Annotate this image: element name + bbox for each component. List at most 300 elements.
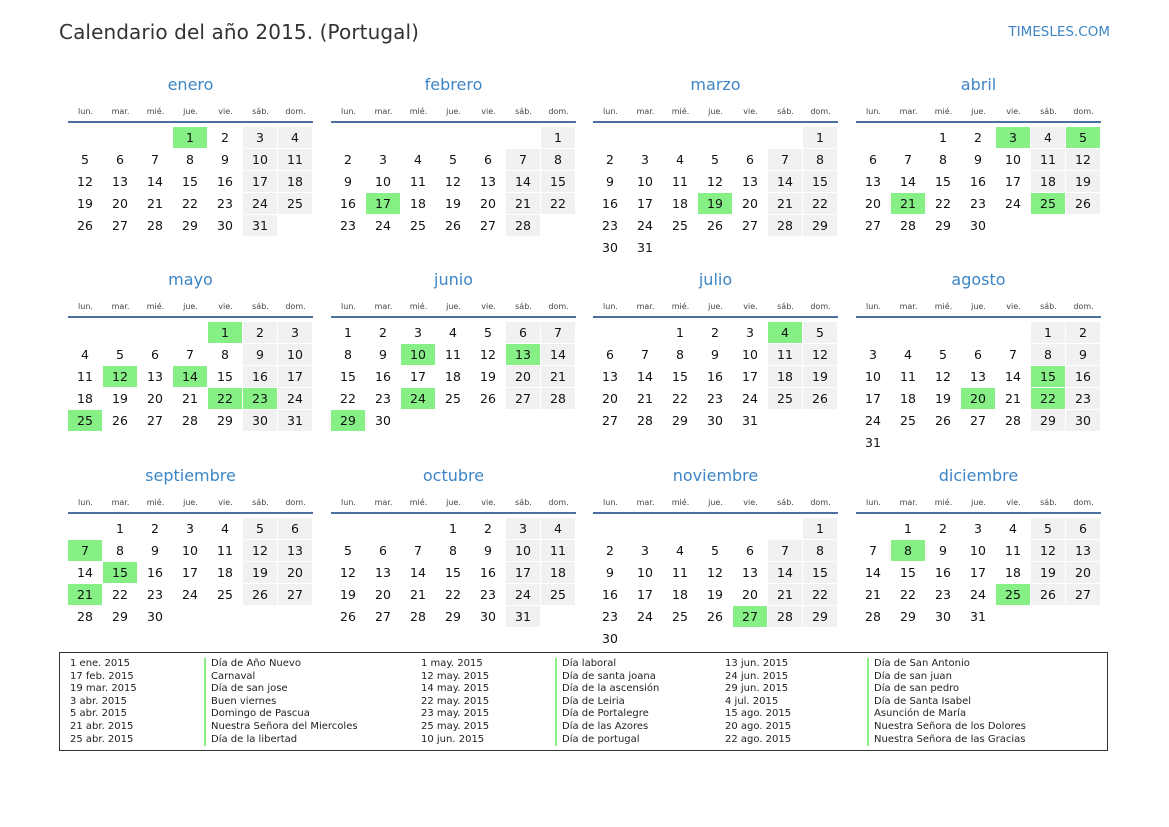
calendar-day: 14 bbox=[506, 171, 540, 192]
calendar-day: 18 bbox=[445, 369, 461, 384]
weekday-label: sáb. bbox=[777, 301, 794, 311]
weekday-label: lun. bbox=[603, 301, 618, 311]
calendar-day: 29 bbox=[217, 413, 233, 428]
weekday-label: mar. bbox=[636, 497, 655, 507]
calendar-day: 17 bbox=[637, 196, 653, 211]
calendar-day: 5 bbox=[939, 347, 947, 362]
holiday-date: 22 may. 2015 bbox=[421, 695, 490, 707]
calendar-day: 15 bbox=[803, 171, 837, 192]
weekday-label: sáb. bbox=[1040, 497, 1057, 507]
weekday-label: lun. bbox=[78, 106, 93, 116]
calendar-day: 1 bbox=[803, 127, 837, 148]
calendar-day: 28 bbox=[541, 388, 575, 409]
weekday-label: mar. bbox=[374, 106, 393, 116]
holiday-day: 27 bbox=[733, 606, 767, 627]
holiday-day: 25 bbox=[1031, 193, 1065, 214]
weekday-label: vie. bbox=[1006, 497, 1021, 507]
calendar-day: 18 bbox=[541, 562, 575, 583]
month-name: enero bbox=[167, 75, 214, 94]
calendar-day: 19 bbox=[935, 391, 951, 406]
calendar-day: 9 bbox=[1066, 344, 1100, 365]
calendar-day: 23 bbox=[340, 218, 356, 233]
calendar-day: 8 bbox=[116, 543, 124, 558]
month-diciembre bbox=[856, 465, 1101, 651]
calendar-day: 28 bbox=[147, 218, 163, 233]
calendar-day: 4 bbox=[278, 127, 312, 148]
calendar-day: 31 bbox=[637, 240, 653, 255]
calendar-day: 14 bbox=[541, 344, 575, 365]
weekday-label: dom. bbox=[548, 497, 569, 507]
calendar-day: 9 bbox=[974, 152, 982, 167]
calendar-day: 6 bbox=[116, 152, 124, 167]
holiday-day: 20 bbox=[961, 388, 995, 409]
header-rule bbox=[68, 512, 313, 514]
header-rule bbox=[856, 121, 1101, 123]
weekday-label: dom. bbox=[810, 301, 831, 311]
weekday-label: vie. bbox=[481, 497, 496, 507]
calendar-day: 20 bbox=[480, 196, 496, 211]
header-rule bbox=[593, 512, 838, 514]
day-grid bbox=[856, 322, 1101, 455]
header-rule bbox=[856, 512, 1101, 514]
calendar-day: 30 bbox=[1066, 410, 1100, 431]
holiday-name: Día de las Azores bbox=[555, 721, 659, 734]
holiday-date: 15 ago. 2015 bbox=[725, 708, 792, 720]
day-grid bbox=[331, 322, 576, 455]
calendar-day: 18 bbox=[278, 171, 312, 192]
calendar-day: 27 bbox=[602, 413, 618, 428]
calendar-day: 25 bbox=[900, 413, 916, 428]
calendar-day: 27 bbox=[112, 218, 128, 233]
calendar-day: 2 bbox=[221, 130, 229, 145]
weekday-header bbox=[331, 492, 576, 512]
calendar-day: 28 bbox=[637, 413, 653, 428]
calendar-day: 22 bbox=[935, 196, 951, 211]
calendar-day: 30 bbox=[243, 410, 277, 431]
calendar-day: 16 bbox=[243, 366, 277, 387]
calendar-day: 15 bbox=[803, 562, 837, 583]
calendar-day: 30 bbox=[935, 609, 951, 624]
calendar-day: 11 bbox=[672, 565, 688, 580]
calendar-day: 7 bbox=[768, 149, 802, 170]
calendar-day: 26 bbox=[480, 391, 496, 406]
calendar-day: 30 bbox=[602, 631, 618, 646]
month-name: mayo bbox=[168, 270, 213, 289]
calendar-day: 4 bbox=[414, 152, 422, 167]
calendar-day: 12 bbox=[707, 565, 723, 580]
calendar-day: 18 bbox=[900, 391, 916, 406]
month-noviembre bbox=[593, 465, 838, 651]
calendar-day: 24 bbox=[637, 609, 653, 624]
calendar-day: 10 bbox=[243, 149, 277, 170]
calendar-day: 10 bbox=[970, 543, 986, 558]
calendar-day: 10 bbox=[637, 174, 653, 189]
weekday-label: dom. bbox=[548, 106, 569, 116]
weekday-label: jue. bbox=[446, 106, 461, 116]
calendar-day: 29 bbox=[182, 218, 198, 233]
calendar-day: 6 bbox=[379, 543, 387, 558]
calendar-day: 29 bbox=[803, 215, 837, 236]
calendar-day: 17 bbox=[742, 369, 758, 384]
calendar-day: 20 bbox=[506, 366, 540, 387]
calendar-day: 9 bbox=[484, 543, 492, 558]
calendar-day: 10 bbox=[375, 174, 391, 189]
calendar-day: 30 bbox=[375, 413, 391, 428]
calendar-day: 8 bbox=[676, 347, 684, 362]
calendar-day: 6 bbox=[506, 322, 540, 343]
calendar-day: 13 bbox=[112, 174, 128, 189]
weekday-label: sáb. bbox=[252, 301, 269, 311]
holiday-date: 1 may. 2015 bbox=[421, 658, 483, 669]
calendar-day: 15 bbox=[672, 369, 688, 384]
calendar-day: 11 bbox=[1031, 149, 1065, 170]
calendar-day: 16 bbox=[707, 369, 723, 384]
holiday-day: 17 bbox=[366, 193, 400, 214]
calendar-day: 12 bbox=[243, 540, 277, 561]
calendar-day: 7 bbox=[1009, 347, 1017, 362]
weekday-label: vie. bbox=[218, 497, 233, 507]
weekday-label: jue. bbox=[971, 106, 986, 116]
weekday-label: jue. bbox=[446, 497, 461, 507]
calendar-day: 8 bbox=[344, 347, 352, 362]
calendar-day: 20 bbox=[147, 391, 163, 406]
calendar-day: 25 bbox=[672, 218, 688, 233]
calendar-day: 14 bbox=[768, 562, 802, 583]
calendar-day: 10 bbox=[278, 344, 312, 365]
holiday-day: 4 bbox=[768, 322, 802, 343]
calendar-day: 2 bbox=[974, 130, 982, 145]
calendar-day: 13 bbox=[1066, 540, 1100, 561]
weekday-label: jue. bbox=[183, 497, 198, 507]
weekday-label: lun. bbox=[866, 497, 881, 507]
calendar-day: 25 bbox=[541, 584, 575, 605]
calendar-day: 7 bbox=[541, 322, 575, 343]
weekday-label: jue. bbox=[446, 301, 461, 311]
calendar-day: 25 bbox=[768, 388, 802, 409]
calendar-day: 1 bbox=[541, 127, 575, 148]
calendar-day: 26 bbox=[445, 218, 461, 233]
calendar-day: 25 bbox=[445, 391, 461, 406]
weekday-label: mar. bbox=[111, 106, 130, 116]
weekday-label: sáb. bbox=[515, 106, 532, 116]
calendar-day: 26 bbox=[340, 609, 356, 624]
calendar-day: 28 bbox=[1005, 413, 1021, 428]
weekday-label: mar. bbox=[899, 106, 918, 116]
calendar-day: 15 bbox=[935, 174, 951, 189]
holiday-day: 15 bbox=[103, 562, 137, 583]
calendar-day: 31 bbox=[506, 606, 540, 627]
holiday-name: Buen viernes bbox=[204, 696, 358, 709]
calendar-day: 6 bbox=[606, 347, 614, 362]
weekday-label: sáb. bbox=[777, 497, 794, 507]
weekday-label: dom. bbox=[548, 301, 569, 311]
holiday-date: 22 ago. 2015 bbox=[725, 733, 792, 745]
holiday-name: Asunción de María bbox=[867, 708, 1026, 721]
page-title: Calendario del año 2015. (Portugal) bbox=[59, 20, 420, 44]
holiday-day: 29 bbox=[331, 410, 365, 431]
weekday-label: sáb. bbox=[515, 301, 532, 311]
brand-link[interactable]: TIMESLES.COM bbox=[1008, 24, 1110, 40]
calendar-day: 20 bbox=[602, 391, 618, 406]
calendar-day: 13 bbox=[742, 565, 758, 580]
calendar-day: 19 bbox=[112, 391, 128, 406]
month-name: agosto bbox=[951, 270, 1006, 289]
calendar-day: 22 bbox=[112, 587, 128, 602]
holiday-date: 10 jun. 2015 bbox=[421, 733, 485, 745]
weekday-label: jue. bbox=[708, 301, 723, 311]
calendar-day: 19 bbox=[1066, 171, 1100, 192]
calendar-day: 21 bbox=[410, 587, 426, 602]
day-grid bbox=[593, 322, 838, 455]
month-agosto bbox=[856, 269, 1101, 455]
calendar-day: 29 bbox=[445, 609, 461, 624]
calendar-day: 28 bbox=[410, 609, 426, 624]
holiday-date: 13 jun. 2015 bbox=[725, 658, 789, 669]
holiday-day: 15 bbox=[1031, 366, 1065, 387]
calendar-day: 24 bbox=[243, 193, 277, 214]
holiday-name: Domingo de Pascua bbox=[204, 708, 358, 721]
calendar-day: 18 bbox=[1005, 565, 1021, 580]
weekday-label: lun. bbox=[78, 301, 93, 311]
calendar-day: 15 bbox=[340, 369, 356, 384]
header-rule bbox=[68, 121, 313, 123]
holiday-date: 24 jun. 2015 bbox=[725, 670, 789, 682]
calendar-day: 28 bbox=[506, 215, 540, 236]
calendar-day: 4 bbox=[904, 347, 912, 362]
holiday-name: Día laboral bbox=[555, 658, 659, 671]
calendar-day: 9 bbox=[344, 174, 352, 189]
calendar-day: 10 bbox=[506, 540, 540, 561]
calendar-day: 13 bbox=[147, 369, 163, 384]
calendar-day: 10 bbox=[865, 369, 881, 384]
calendar-day: 19 bbox=[340, 587, 356, 602]
weekday-label: sáb. bbox=[1040, 106, 1057, 116]
calendar-day: 3 bbox=[641, 152, 649, 167]
calendar-day: 21 bbox=[637, 391, 653, 406]
calendar-day: 12 bbox=[1031, 540, 1065, 561]
month-enero bbox=[68, 74, 313, 260]
calendar-day: 8 bbox=[449, 543, 457, 558]
weekday-label: dom. bbox=[810, 497, 831, 507]
calendar-day: 11 bbox=[900, 369, 916, 384]
calendar-day: 1 bbox=[344, 325, 352, 340]
holiday-day: 25 bbox=[68, 410, 102, 431]
calendar-day: 5 bbox=[344, 543, 352, 558]
weekday-label: vie. bbox=[1006, 106, 1021, 116]
calendar-day: 5 bbox=[711, 152, 719, 167]
legend-name-column bbox=[204, 658, 358, 746]
calendar-day: 31 bbox=[243, 215, 277, 236]
calendar-day: 5 bbox=[81, 152, 89, 167]
calendar-day: 7 bbox=[768, 540, 802, 561]
calendar-day: 16 bbox=[1066, 366, 1100, 387]
holiday-day: 14 bbox=[173, 366, 207, 387]
calendar-day: 13 bbox=[865, 174, 881, 189]
calendar-day: 13 bbox=[375, 565, 391, 580]
calendar-day: 12 bbox=[1066, 149, 1100, 170]
calendar-day: 6 bbox=[484, 152, 492, 167]
calendar-day: 1 bbox=[676, 325, 684, 340]
calendar-day: 24 bbox=[506, 584, 540, 605]
calendar-day: 19 bbox=[243, 562, 277, 583]
weekday-label: dom. bbox=[1073, 301, 1094, 311]
holiday-day: 22 bbox=[208, 388, 242, 409]
holiday-date: 25 may. 2015 bbox=[421, 720, 490, 732]
calendar-day: 2 bbox=[243, 322, 277, 343]
calendar-day: 15 bbox=[217, 369, 233, 384]
month-octubre bbox=[331, 465, 576, 651]
weekday-label: mar. bbox=[111, 301, 130, 311]
day-grid bbox=[68, 127, 313, 260]
calendar-day: 26 bbox=[935, 413, 951, 428]
calendar-day: 26 bbox=[77, 218, 93, 233]
weekday-label: sáb. bbox=[777, 106, 794, 116]
calendar-day: 17 bbox=[506, 562, 540, 583]
calendar-day: 11 bbox=[1005, 543, 1021, 558]
calendar-day: 12 bbox=[707, 174, 723, 189]
calendar-day: 20 bbox=[278, 562, 312, 583]
calendar-day: 24 bbox=[742, 391, 758, 406]
calendar-day: 25 bbox=[672, 609, 688, 624]
calendar-day: 11 bbox=[768, 344, 802, 365]
calendar-day: 20 bbox=[112, 196, 128, 211]
calendar-day: 2 bbox=[151, 521, 159, 536]
weekday-label: mié. bbox=[146, 301, 165, 311]
calendar-day: 8 bbox=[803, 149, 837, 170]
calendar-day: 3 bbox=[746, 325, 754, 340]
weekday-label: mié. bbox=[146, 497, 165, 507]
calendar-day: 12 bbox=[340, 565, 356, 580]
legend-date-column bbox=[421, 658, 489, 746]
calendar-day: 23 bbox=[147, 587, 163, 602]
calendar-day: 15 bbox=[900, 565, 916, 580]
weekday-header bbox=[593, 101, 838, 121]
holiday-name: Día de Año Nuevo bbox=[204, 658, 358, 671]
calendar-day: 17 bbox=[410, 369, 426, 384]
calendar-day: 24 bbox=[375, 218, 391, 233]
calendar-day: 28 bbox=[900, 218, 916, 233]
calendar-day: 16 bbox=[602, 196, 618, 211]
calendar-day: 1 bbox=[116, 521, 124, 536]
header-rule bbox=[331, 316, 576, 318]
holiday-name: Día de Leiria bbox=[555, 696, 659, 709]
weekday-label: sáb. bbox=[252, 106, 269, 116]
header-rule bbox=[331, 121, 576, 123]
holiday-day: 19 bbox=[698, 193, 732, 214]
calendar-day: 7 bbox=[151, 152, 159, 167]
weekday-header bbox=[68, 101, 313, 121]
month-septiembre bbox=[68, 465, 313, 651]
calendar-day: 3 bbox=[278, 322, 312, 343]
calendar-day: 9 bbox=[711, 347, 719, 362]
calendar-day: 28 bbox=[768, 215, 802, 236]
weekday-label: dom. bbox=[1073, 106, 1094, 116]
calendar-day: 4 bbox=[676, 152, 684, 167]
calendar-day: 30 bbox=[480, 609, 496, 624]
calendar-day: 31 bbox=[742, 413, 758, 428]
calendar-day: 25 bbox=[278, 193, 312, 214]
calendar-day: 8 bbox=[221, 347, 229, 362]
calendar-day: 19 bbox=[77, 196, 93, 211]
calendar-day: 9 bbox=[939, 543, 947, 558]
calendar-day: 4 bbox=[541, 518, 575, 539]
calendar-day: 16 bbox=[375, 369, 391, 384]
holiday-name: Día de Portalegre bbox=[555, 708, 659, 721]
calendar-day: 24 bbox=[637, 218, 653, 233]
calendar-day: 28 bbox=[768, 606, 802, 627]
holiday-date: 29 jun. 2015 bbox=[725, 683, 789, 695]
calendar-day: 7 bbox=[186, 347, 194, 362]
calendar-day: 14 bbox=[1005, 369, 1021, 384]
calendar-day: 13 bbox=[970, 369, 986, 384]
calendar-day: 23 bbox=[480, 587, 496, 602]
calendar-day: 6 bbox=[278, 518, 312, 539]
calendar-day: 17 bbox=[243, 171, 277, 192]
calendar-day: 22 bbox=[340, 391, 356, 406]
calendar-day: 13 bbox=[278, 540, 312, 561]
calendar-day: 1 bbox=[939, 130, 947, 145]
calendar-day: 5 bbox=[711, 543, 719, 558]
calendar-day: 16 bbox=[147, 565, 163, 580]
calendar-day: 5 bbox=[116, 347, 124, 362]
weekday-label: vie. bbox=[743, 106, 758, 116]
weekday-header bbox=[856, 296, 1101, 316]
calendar-day: 9 bbox=[221, 152, 229, 167]
holiday-name: Día de san jose bbox=[204, 683, 358, 696]
calendar-day: 12 bbox=[803, 344, 837, 365]
holiday-date: 17 feb. 2015 bbox=[70, 670, 134, 682]
calendar-day: 24 bbox=[970, 587, 986, 602]
calendar-day: 3 bbox=[974, 521, 982, 536]
calendar-day: 29 bbox=[900, 609, 916, 624]
calendar-day: 19 bbox=[445, 196, 461, 211]
calendar-day: 17 bbox=[970, 565, 986, 580]
calendar-day: 9 bbox=[243, 344, 277, 365]
calendar-day: 3 bbox=[641, 543, 649, 558]
holiday-name: Día de Santa Isabel bbox=[867, 696, 1026, 709]
weekday-header bbox=[68, 296, 313, 316]
calendar-day: 18 bbox=[410, 196, 426, 211]
weekday-label: vie. bbox=[481, 301, 496, 311]
calendar-day: 27 bbox=[1066, 584, 1100, 605]
calendar-day: 18 bbox=[768, 366, 802, 387]
holiday-date: 4 jul. 2015 bbox=[725, 695, 779, 707]
calendar-day: 16 bbox=[602, 587, 618, 602]
calendar-day: 8 bbox=[939, 152, 947, 167]
month-name: septiembre bbox=[145, 466, 236, 485]
calendar-day: 7 bbox=[506, 149, 540, 170]
calendar-day: 22 bbox=[541, 193, 575, 214]
holiday-name: Nuestra Señora de las Gracias bbox=[867, 734, 1026, 747]
calendar-day: 10 bbox=[637, 565, 653, 580]
month-name: febrero bbox=[424, 75, 483, 94]
calendar-day: 16 bbox=[480, 565, 496, 580]
weekday-header bbox=[331, 101, 576, 121]
calendar-day: 21 bbox=[1005, 391, 1021, 406]
month-name: diciembre bbox=[938, 466, 1019, 485]
month-julio bbox=[593, 269, 838, 455]
calendar-day: 10 bbox=[182, 543, 198, 558]
weekday-label: lun. bbox=[341, 301, 356, 311]
calendar-day: 17 bbox=[1005, 174, 1021, 189]
calendar-day: 16 bbox=[340, 196, 356, 211]
calendar-day: 9 bbox=[606, 174, 614, 189]
header-rule bbox=[856, 316, 1101, 318]
weekday-label: mié. bbox=[671, 301, 690, 311]
calendar-day: 23 bbox=[602, 218, 618, 233]
calendar-day: 6 bbox=[869, 152, 877, 167]
month-marzo bbox=[593, 74, 838, 260]
